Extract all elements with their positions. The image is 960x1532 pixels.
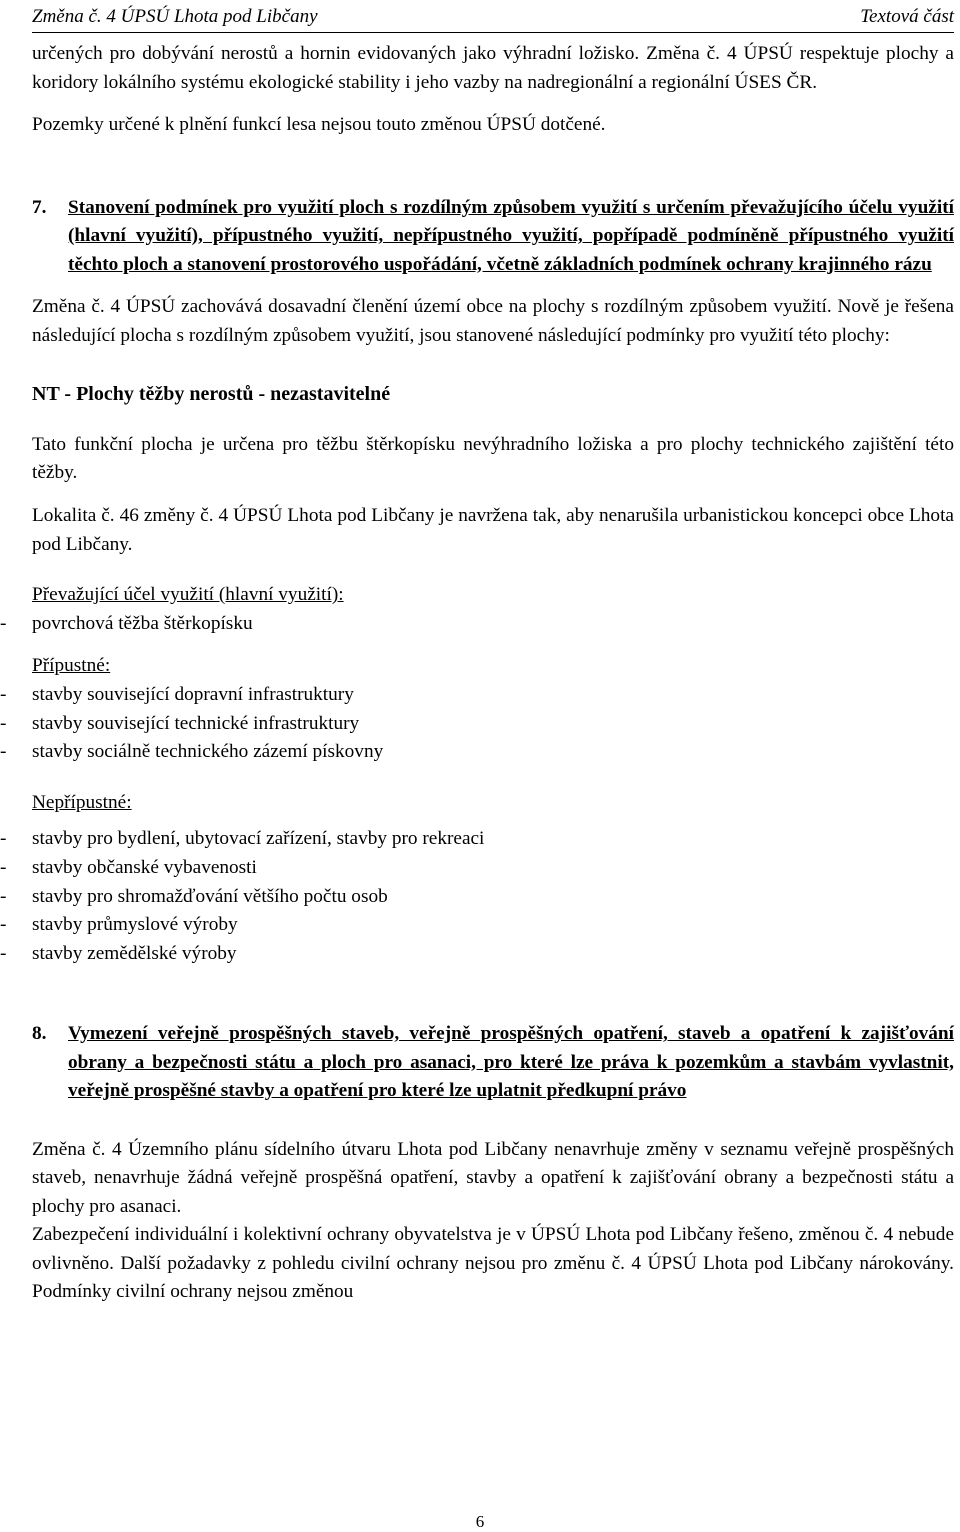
list-item: - stavby související technické infrastruktury (0, 710, 954, 739)
section-7-intro: Změna č. 4 ÚPSÚ zachovává dosavadní členění území obce na plochy s rozdílným způsobem využití. Nově je řešena následující plocha s rozdílným způsobem využití, jsou stanovené následující podmínky pro využití této plochy: (32, 296, 954, 346)
section-8-heading (32, 1020, 954, 1105)
document-body (32, 40, 954, 1307)
list-item: - stavby pro bydlení, ubytovací zařízení, stavby pro rekreaci (0, 825, 954, 854)
forbidden-use-list (32, 825, 954, 968)
forest-land-paragraph: Pozemky určené k plnění funkcí lesa nejsou touto změnou ÚPSÚ dotčené. (32, 114, 606, 136)
list-item: - stavby občanské vybavenosti (0, 854, 954, 883)
list-item: - stavby související dopravní infrastruktury (0, 681, 954, 710)
intro-paragraph: určených pro dobývání nerostů a hornin evidovaných jako výhradní ložisko. Změna č. 4 ÚPSÚ respektuje plochy a koridory lokálního systému ekologické stability i jeho vazby na nadregionální a regionální ÚSES ČR. (32, 43, 954, 93)
list-item: - stavby sociálně technického zázemí pískovny (0, 738, 954, 767)
main-use-list (32, 610, 954, 639)
section-title: Vymezení veřejně prospěšných staveb, veřejně prospěšných opatření, staveb a opatření k zajišťování obrany a bezpečnosti státu a ploch pro asanaci, pro které lze práva k pozemkům a stavbám vyvlastnit, veřejně prospěšné stavby a opatření pro které lze uplatnit předkupní právo (68, 1023, 954, 1102)
section-7-heading (32, 194, 954, 279)
list-item: - stavby zemědělské výroby (0, 940, 954, 969)
page-number: 6 (475, 1512, 485, 1531)
section-title: Stanovení podmínek pro využití ploch s rozdílným způsobem využití s určením převažujícího účelu využití (hlavní využití), přípustného využití, nepřípustného využití, popřípadě podmíněně přípustného využití těchto ploch a stanovení prostorového uspořádání, včetně základních podmínek ochrany krajinného rázu (68, 196, 954, 275)
list-item: - stavby pro shromažďování většího počtu osob (0, 883, 954, 912)
header-document-title: Změna č. 4 ÚPSÚ Lhota pod Libčany (32, 6, 318, 27)
section-8-paragraph: Změna č. 4 Územního plánu sídelního útvaru Lhota pod Libčany nenavrhuje změny v seznamu veřejně prospěšných staveb, nenavrhuje žádná veřejně prospěšná opatření, stavby a opatření k zajišťování obrany a bezpečnosti státu a plochy pro asanaci. (32, 1138, 954, 1217)
civil-protection-paragraph: Zabezpečení individuální i kolektivní ochrany obyvatelstva je v ÚPSÚ Lhota pod Libčany řešeno, změnou č. 4 nebude ovlivněno. Další požadavky z pohledu civilní ochrany nejsou pro změnu č. 4 ÚPSÚ Lhota pod Libčany nárokovány. Podmínky civilní ochrany nejsou změnou (32, 1224, 954, 1303)
list-item: - stavby průmyslové výroby (0, 911, 954, 940)
allowed-use-list (32, 681, 954, 767)
locality-paragraph: Lokalita č. 46 změny č. 4 ÚPSÚ Lhota pod Libčany je navržena tak, aby nenarušila urbanistickou koncepci obce Lhota pod Libčany. (32, 504, 954, 555)
header-section-label: Textová část (860, 6, 954, 27)
list-item: - povrchová těžba štěrkopísku (0, 610, 954, 639)
section-number: 7. (32, 196, 47, 218)
page-header (32, 4, 954, 33)
section-number: 8. (32, 1023, 47, 1045)
forbidden-use-label: Nepřípustné: (32, 791, 132, 813)
area-subtitle: NT - Plochy těžby nerostů - nezastavitelné (32, 383, 391, 406)
main-use-label: Převažující účel využití (hlavní využití): (32, 584, 344, 606)
allowed-use-label: Přípustné: (32, 655, 111, 677)
area-description: Tato funkční plocha je určena pro těžbu štěrkopísku nevýhradního ložiska a pro plochy technického zajištění této těžby. (32, 433, 954, 484)
